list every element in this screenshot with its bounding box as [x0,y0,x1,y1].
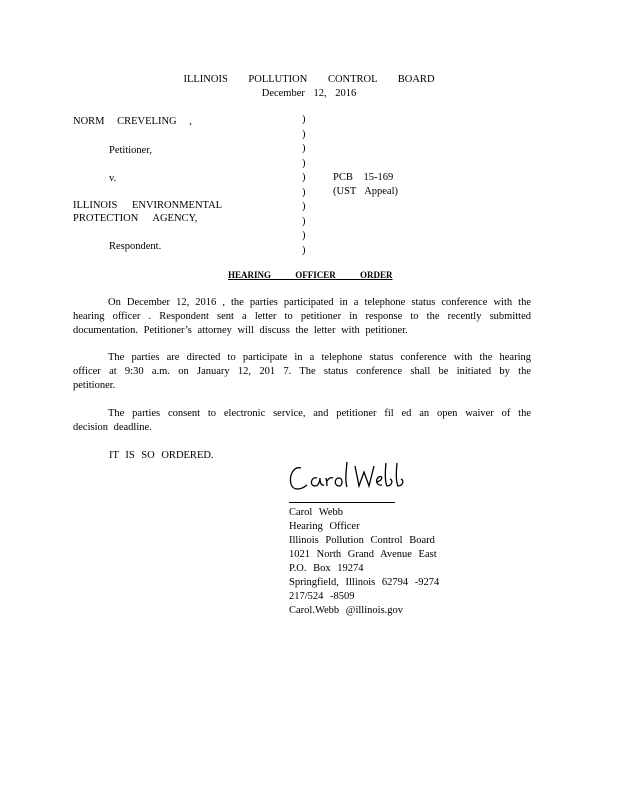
case-number: PCB 15-169 [333,172,394,183]
signer-street: 1021 North Grand Avenue East [289,549,437,560]
respondent-role: Respondent. [109,241,162,252]
signer-org: Illinois Pollution Control Board [289,535,435,546]
paren: ) [302,186,306,198]
signer-po-box: P.O. Box 19274 [289,563,364,574]
order-title: HEARING OFFICER ORDER [228,270,393,280]
paragraph-1: On December 12, 2016 , the parties participated in a telephone status conference with the hearing officer . Respondent sent a letter to petitioner in response to the recently submitted documentation. Petitioner’s attorney will discuss the letter with petitioner. [73,297,531,336]
paragraph-2: The parties are directed to participate in a telephone status conference with the hearing officer at 9:30 a.m. on January 12, 201 7. The status conference shall be initiated by the petitioner. [73,352,531,391]
header-date: December 12, 2016 [261,88,357,99]
paren: ) [302,128,306,140]
paren: ) [302,215,306,227]
signer-name: Carol Webb [289,507,343,518]
petitioner-role: Petitioner, [109,145,153,156]
paren: ) [302,157,306,169]
paren: ) [302,114,306,125]
signer-phone: 217/524 -8509 [289,591,355,602]
respondent-line-1: ILLINOIS ENVIRONMENTAL [73,200,223,211]
signature-block [289,506,439,618]
petitioner-name: NORM CREVELING , [73,116,192,127]
signature-line [289,502,395,503]
board-name: ILLINOIS POLLUTION CONTROL BOARD [183,74,435,85]
paren: ) [302,143,306,154]
signer-city: Springfield, Illinois 62794 -9274 [289,577,440,588]
paren: ) [302,201,306,212]
respondent-line-2: PROTECTION AGENCY, [73,213,198,224]
paren: ) [302,172,306,183]
signer-email: Carol.Webb @illinois.gov [289,605,404,616]
paragraph-3: The parties consent to electronic service, and petitioner fil ed an open waiver of the decision deadline. [73,408,531,433]
closing-ordered: IT IS SO ORDERED. [109,450,214,461]
handwritten-signature [287,458,417,498]
signer-title: Hearing Officer [289,521,360,532]
paren: ) [302,244,306,256]
versus: v. [109,173,117,184]
caption-parentheses [302,113,306,258]
paren: ) [302,230,306,241]
case-type: (UST Appeal) [333,186,399,197]
